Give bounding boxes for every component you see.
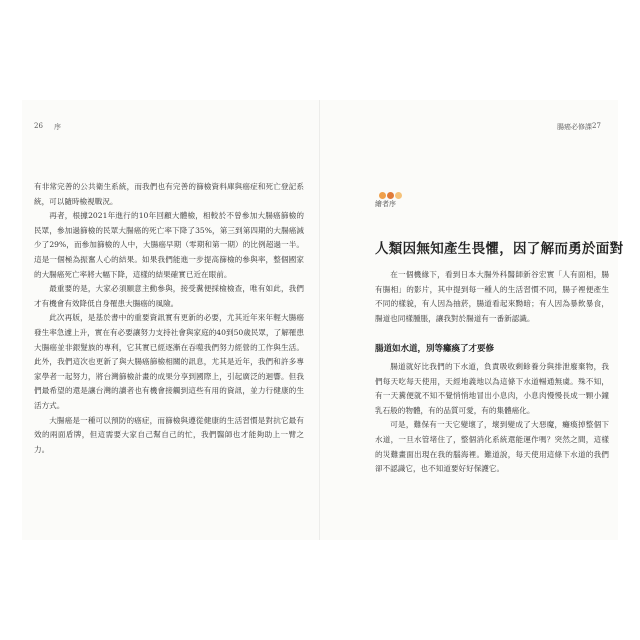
left-page-body: [34, 180, 304, 457]
left-page-number: 26: [34, 122, 43, 130]
left-paragraph: 有非常完善的公共衛生系統，而我們也有完善的篩檢資料庫與癌症和死亡登記系統，可以隨時檢視戰況。: [34, 182, 304, 206]
right-page-number: 27: [592, 122, 601, 130]
section-subhead: 腸道如水道，別等癱瘓了才要修: [375, 344, 495, 354]
dot-icon: [395, 192, 402, 199]
section-label: 繪者序: [375, 200, 396, 208]
left-running-head: 序: [54, 123, 61, 131]
intro-paragraph: [375, 268, 609, 326]
left-paragraph: 最重要的是，大家必須願意主動參與，接受糞便採檢檢查，唯有如此，我們才有機會有效降低自身罹患大腸癌的風險。: [34, 284, 304, 308]
right-paragraph: 可是，難保有一天它變壞了，壞到變成了大惡魔，癱瘓掉整個下水道，一旦水管堵住了，整個消化系統還能運作嗎？突然之間，這樣的災難畫面出現在我的腦海裡。難道說，每天使用這條下水道的我們卻不認識它，也不知道要好好保護它。: [375, 420, 609, 474]
left-paragraph: 大腸癌是一種可以預防的癌症，而篩檢與遵從健康的生活習慣是對抗它最有效的兩面盾牌，但這需要大家自己幫自己的忙，我們醫師也才能夠助上一臂之力。: [34, 415, 304, 454]
decorative-dots: [379, 184, 403, 192]
left-paragraph: 此次再版，是基於書中的重要資訊實有更新的必要，尤其近年來年輕大腸癌發生率急遽上升，實在有必要讓努力支持社會與家庭的40到50歲民眾，了解罹患大腸癌並非銀髮族的專利，它其實已經逐漸在吞噬我們努力經營的工作與生活。此外，我們這次也更新了與大腸癌篩檢相關的訊息，尤其是近年，我們和許多專家學者一起努力，將台灣篩檢計畫的成果分享到國際上，引起廣泛的迴響。但我們最希望的還是讓台灣的讀者也有機會接觸到這些有用的資訊，並力行健康的生活方式。: [34, 313, 304, 410]
dot-icon: [387, 192, 394, 199]
dot-icon: [379, 192, 386, 199]
right-running-head: 腸癌必修課: [557, 123, 592, 131]
right-page-body: [375, 360, 609, 477]
right-paragraph: 在一個機緣下，看到日本大腸外科醫師新谷宏實「人有面相，腸有腸相」的影片，其中提到每一種人的生活習慣不同，腸子裡便產生不同的樣貌，有人因為抽菸，腸道看起來黝暗；有人因為暴飲暴食，腸道也同樣腫脹，讓我對於腸道有一番新認識。: [375, 270, 609, 323]
right-paragraph: 腸道就好比我們的下水道，負責吸收剩餘養分與排泄廢棄物，我們每天吃每天使用，天經地義地以為這條下水道暢通無虞。殊不知，有一天糞便就不知不覺悄悄地冒出小息肉，小息肉慢慢長成一顆小鐘乳石般的物體，有的品質可愛，有的集體癌化。: [375, 362, 609, 415]
left-paragraph: 再者，根據2021年進行的10年回顧大體檢，相較於不曾參加大腸癌篩檢的民眾，參加過篩檢的民眾大腸癌的死亡率下降了35%，第三到第四期的大腸癌減少了29%，而參加篩檢的人中，大腸癌早期（零期和第一期）的比例超過一半。這是一個極為振奮人心的結果。如果我們能進一步提高篩檢的參與率，整個國家的大腸癌死亡率將大幅下降，這樣的結果確實已近在眼前。: [34, 211, 304, 279]
chapter-headline: 人類因無知產生畏懼，因了解而勇於面對: [375, 241, 624, 257]
book-gutter: [319, 100, 320, 540]
